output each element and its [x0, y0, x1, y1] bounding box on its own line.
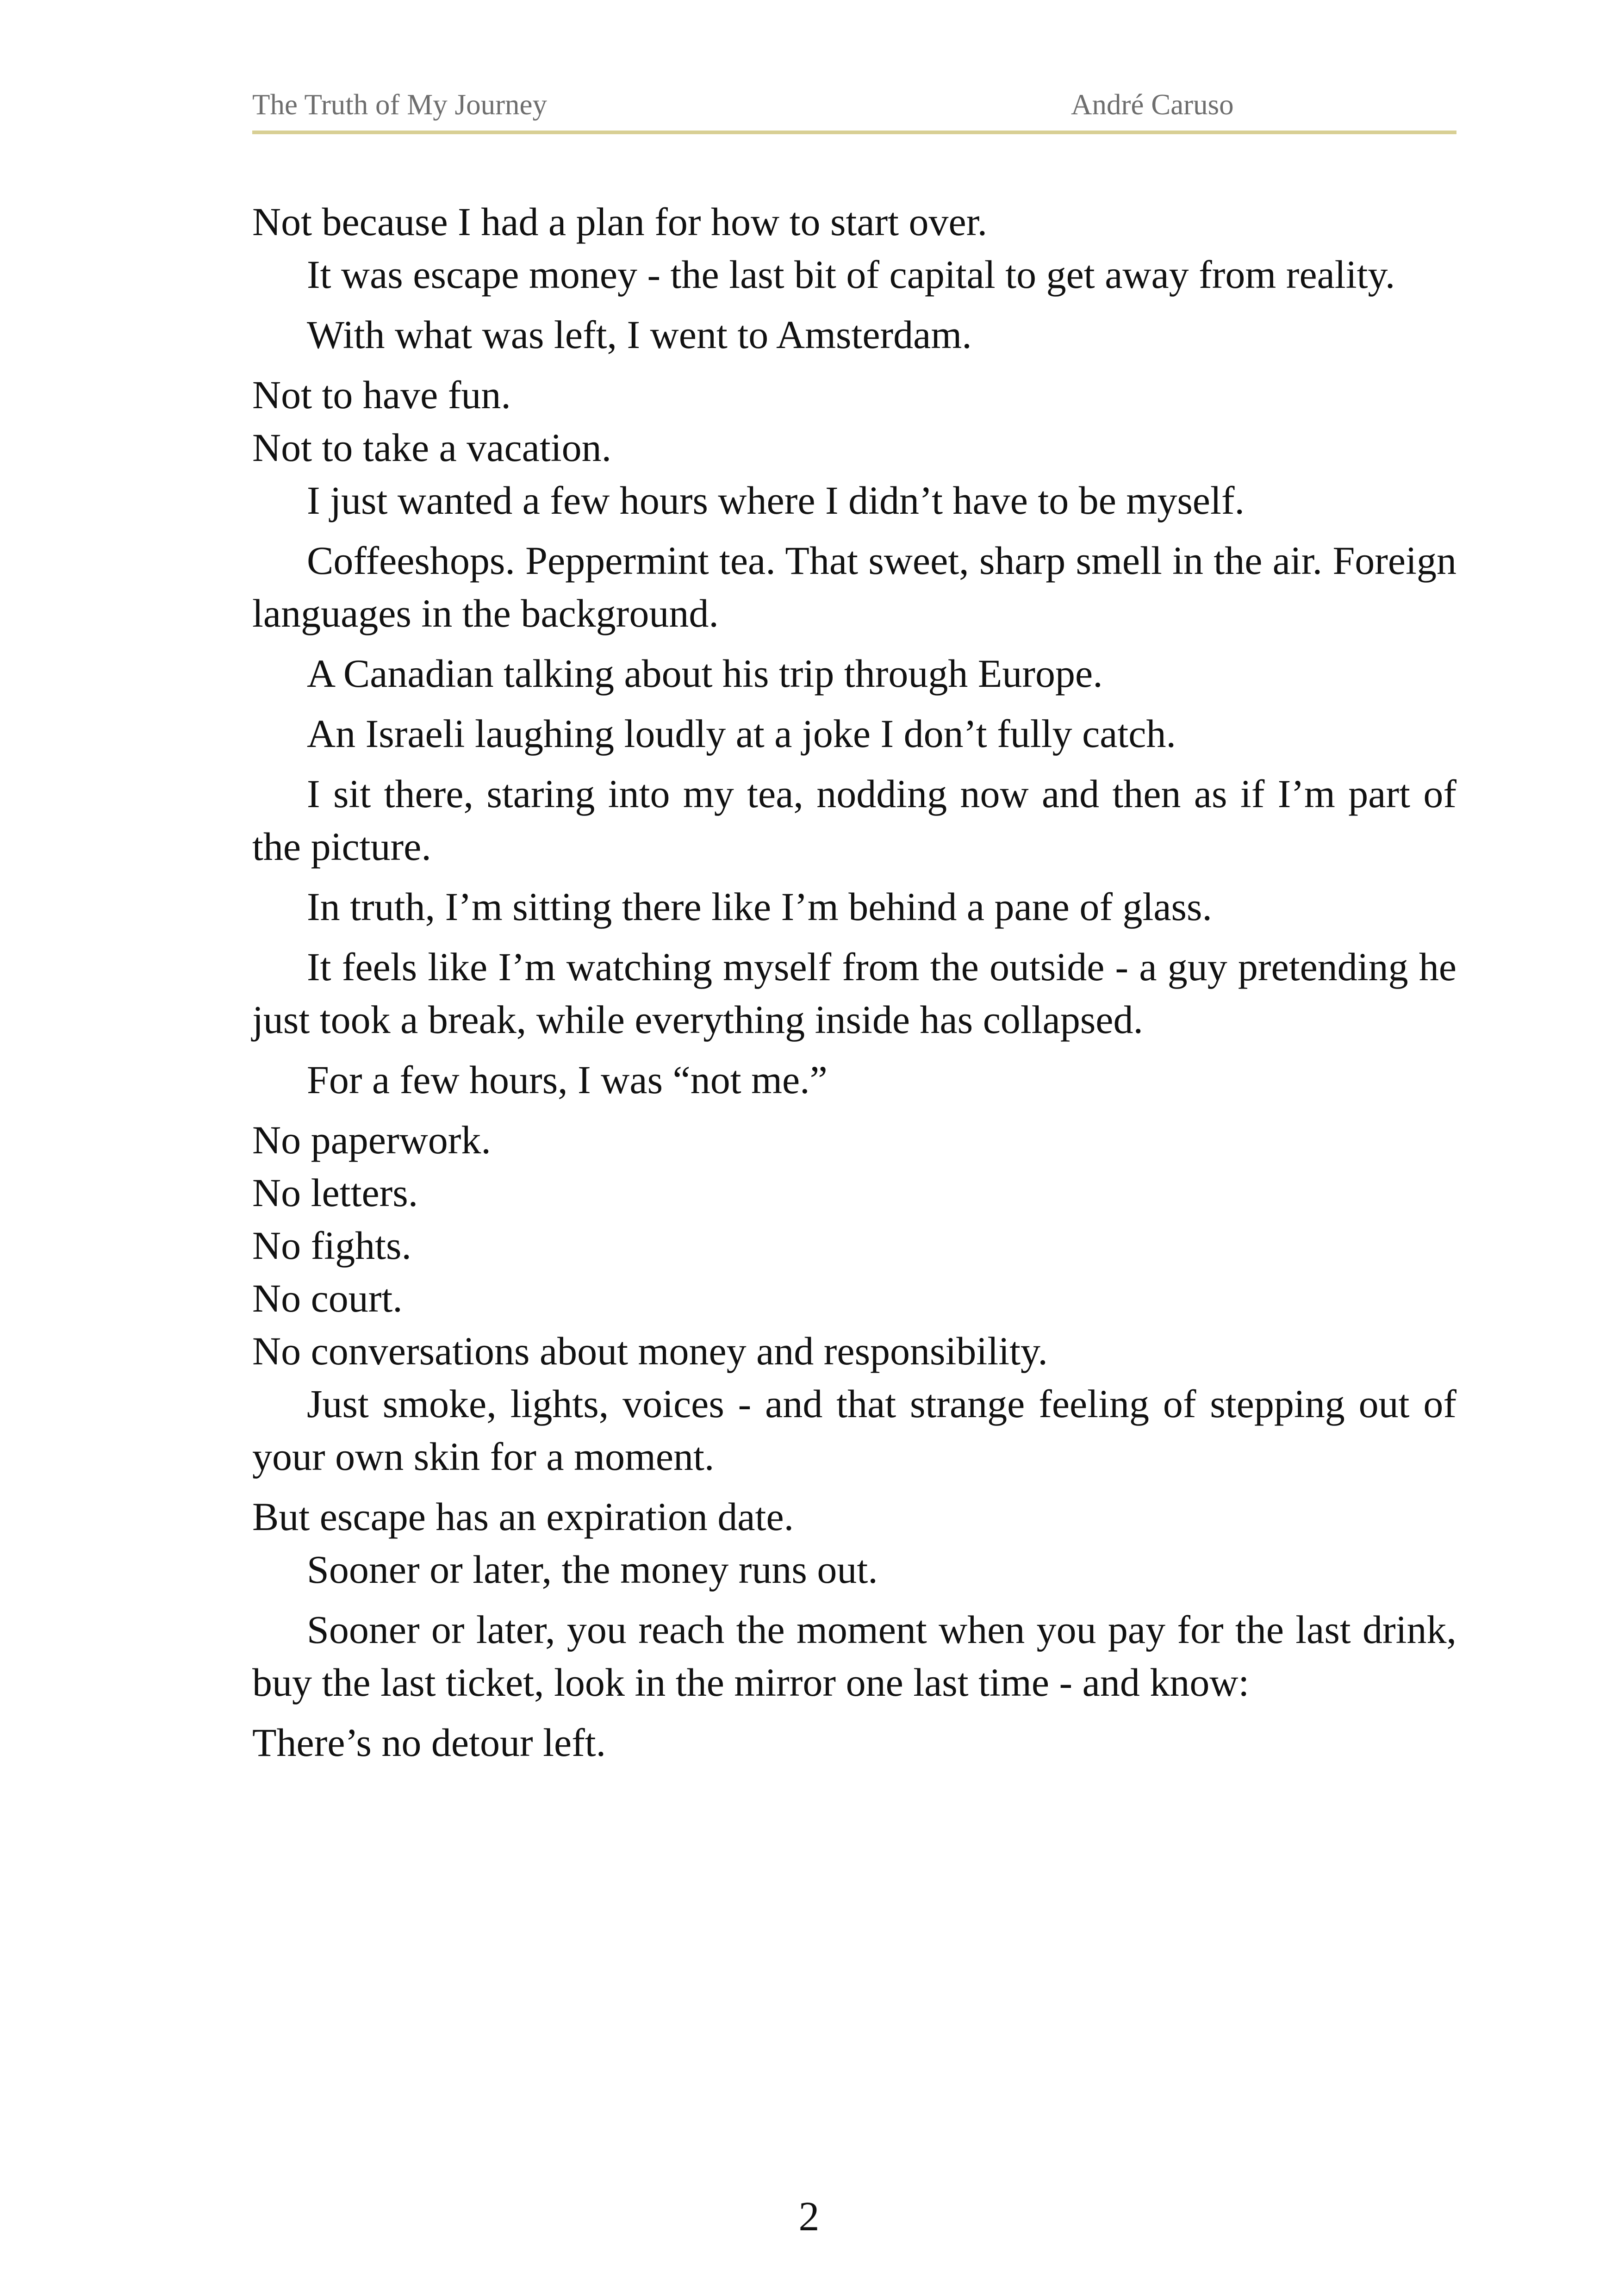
paragraph: No paperwork.	[252, 1118, 491, 1162]
paragraph: With what was left, I went to Amsterdam.	[307, 312, 972, 357]
paragraph: Not to take a vacation.	[252, 425, 612, 470]
header-author: André Caruso	[1071, 88, 1234, 121]
paragraph: Coffeeshops. Peppermint tea. That sweet, sharp smell in the air. Foreign languages in the background.	[252, 538, 1456, 635]
paragraph: Not because I had a plan for how to start over.	[252, 199, 988, 244]
paragraph: But escape has an expiration date.	[252, 1494, 794, 1539]
paragraph: In truth, I’m sitting there like I’m behind a pane of glass.	[307, 884, 1212, 929]
paragraph: A Canadian talking about his trip through Europe.	[307, 651, 1103, 696]
page-number: 2	[798, 2194, 820, 2240]
paragraph: Just smoke, lights, voices - and that strange feeling of stepping out of your own skin for a moment.	[252, 1381, 1456, 1479]
page-body	[252, 195, 1456, 1769]
paragraph: For a few hours, I was “not me.”	[307, 1058, 828, 1102]
paragraph: No conversations about money and responsibility.	[252, 1329, 1048, 1373]
paragraph: No letters.	[252, 1170, 418, 1215]
paragraph: Not to have fun.	[252, 373, 511, 417]
paragraph: I just wanted a few hours where I didn’t have to be myself.	[307, 478, 1245, 523]
header-book-title: The Truth of My Journey	[252, 88, 548, 121]
paragraph: It feels like I’m watching myself from the outside - a guy pretending he just took a break, while everything inside has collapsed.	[252, 945, 1456, 1042]
paragraph: I sit there, staring into my tea, nodding now and then as if I’m part of the picture.	[252, 772, 1456, 869]
running-header	[252, 88, 1456, 134]
paragraph: No court.	[252, 1276, 403, 1320]
paragraph: An Israeli laughing loudly at a joke I don’t fully catch.	[307, 711, 1176, 756]
paragraph: No fights.	[252, 1223, 411, 1268]
paragraph: There’s no detour left.	[252, 1720, 606, 1765]
paragraph: Sooner or later, the money runs out.	[307, 1547, 878, 1592]
paragraph: Sooner or later, you reach the moment when you pay for the last drink, buy the last ticket, look in the mirror one last time - and know:	[252, 1607, 1456, 1705]
paragraph: It was escape money - the last bit of capital to get away from reality.	[307, 252, 1395, 297]
